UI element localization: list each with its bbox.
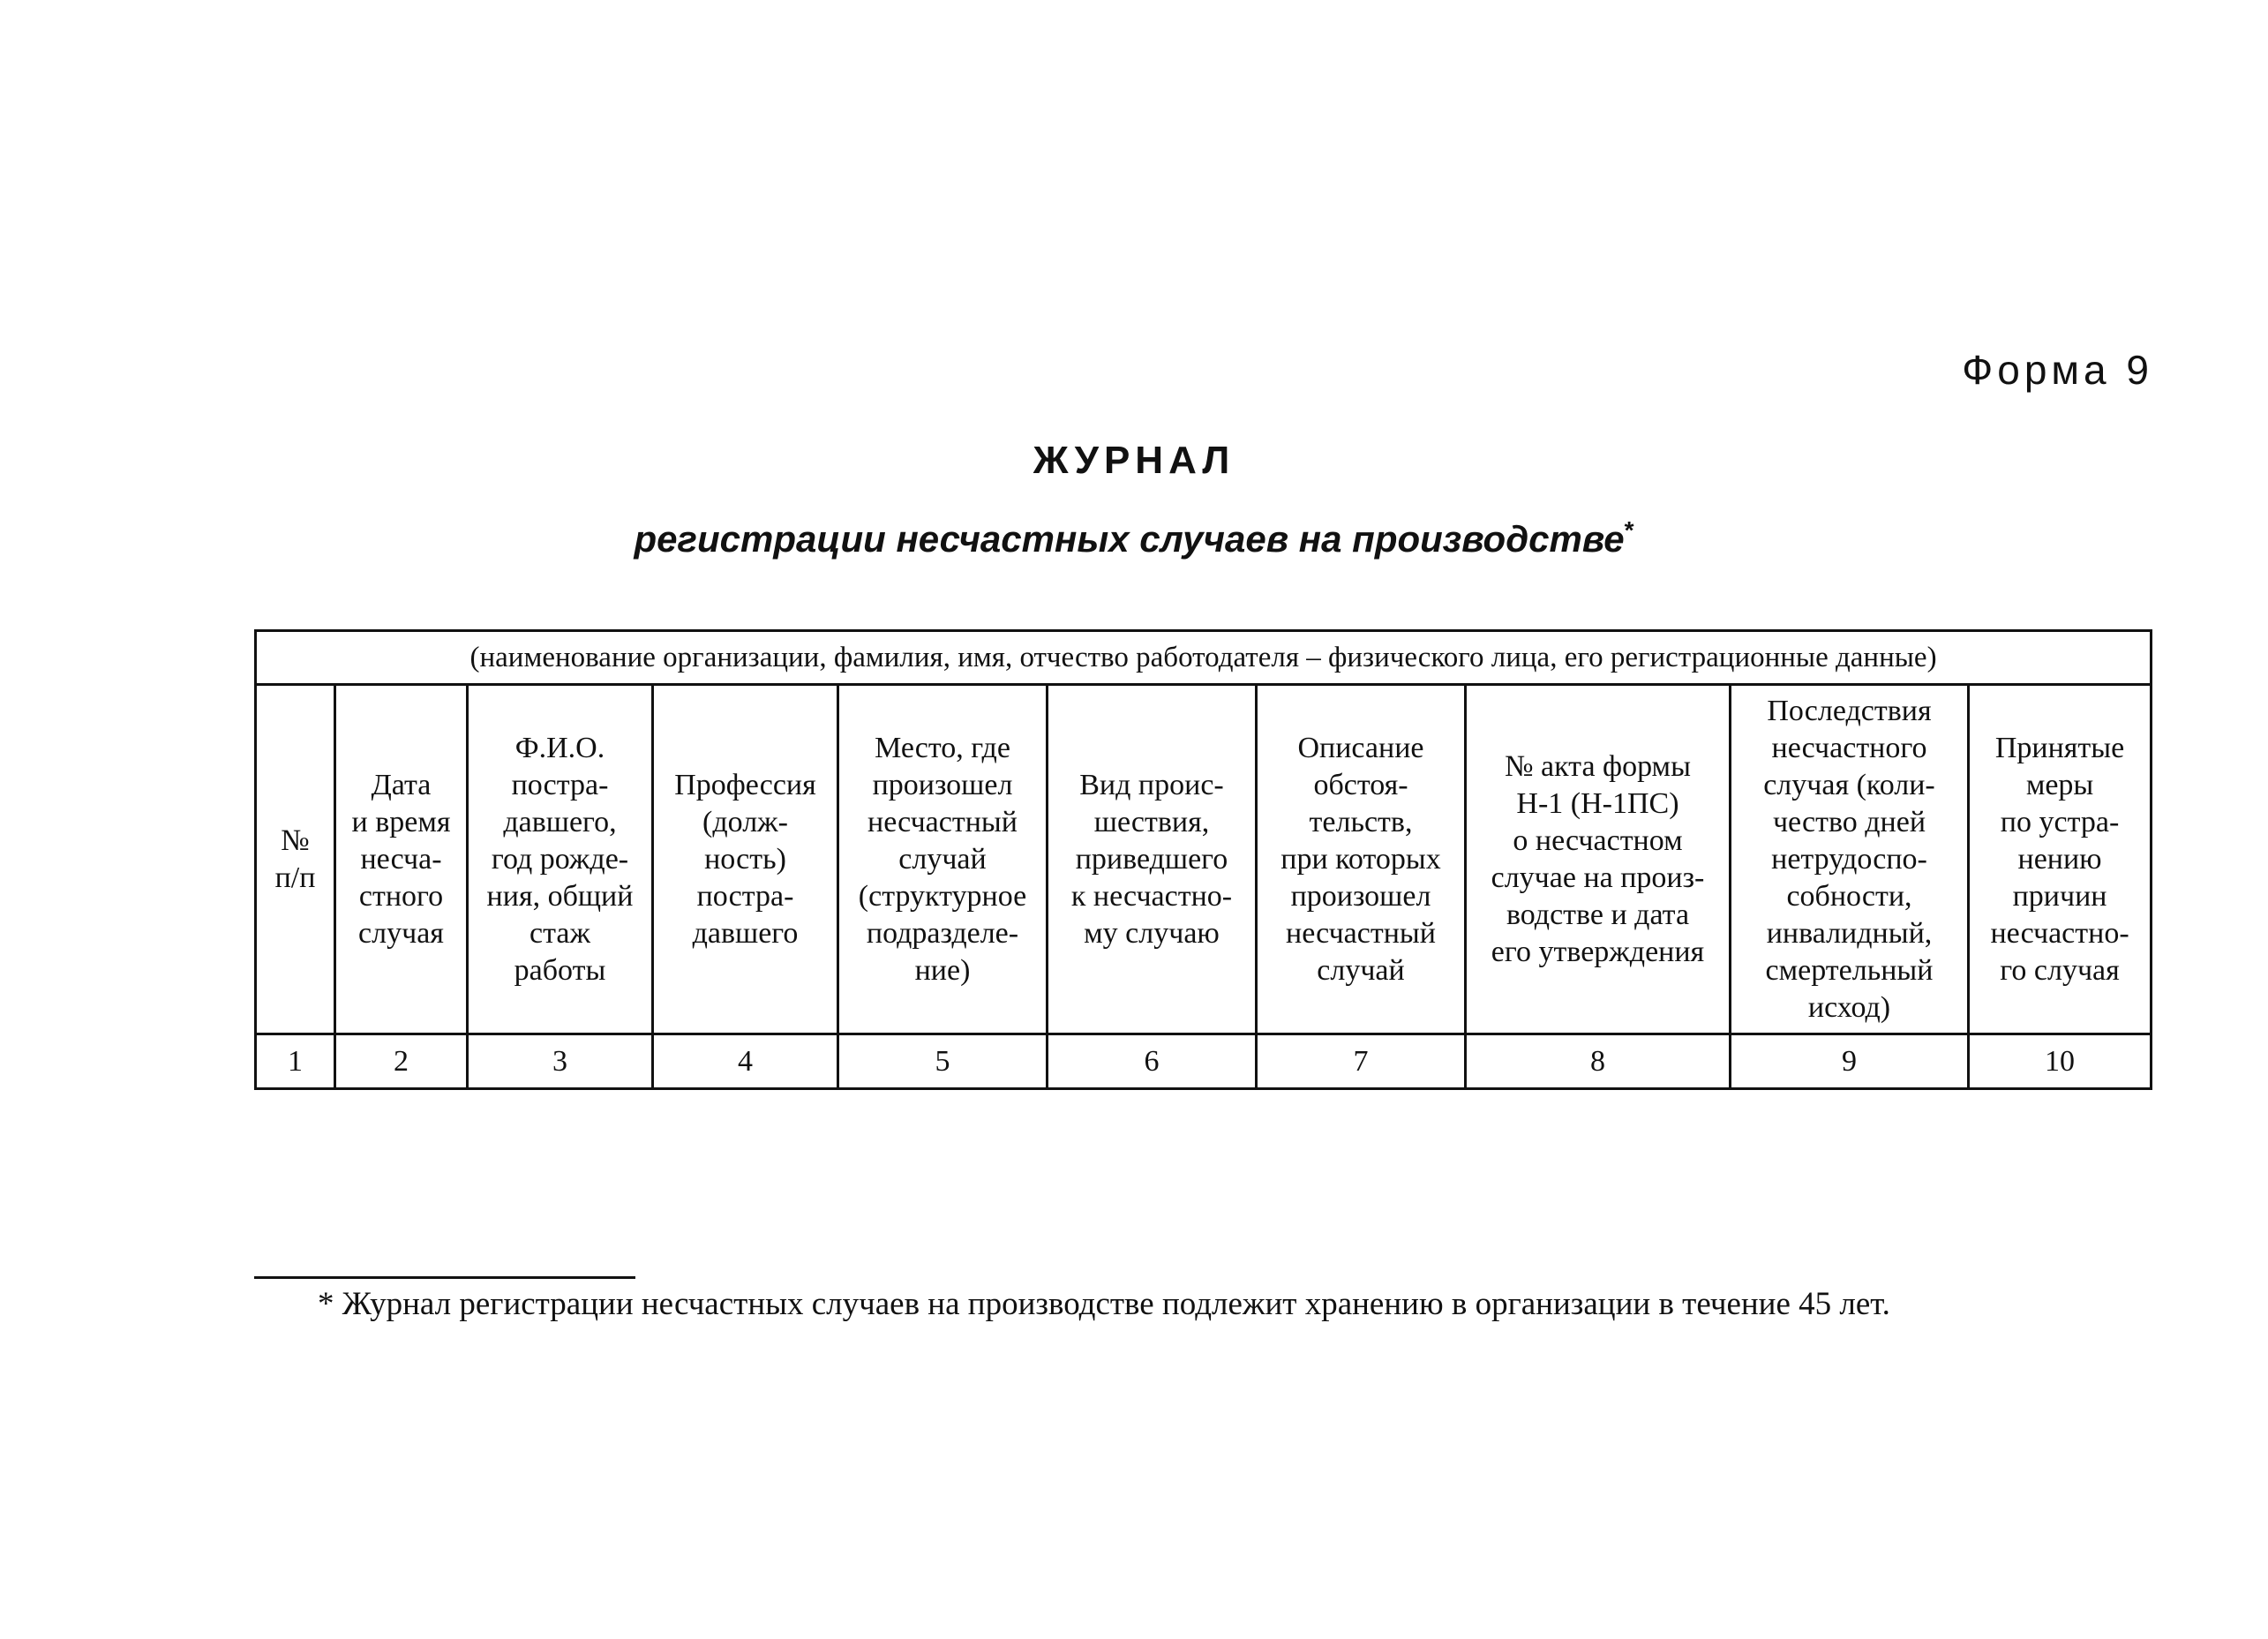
column-header-7: Описание обстоя- тельств, при которых произошел несчастный случай xyxy=(1257,685,1466,1034)
column-header-2: Дата и время несча- стного случая xyxy=(335,685,468,1034)
column-header-1: № п/п xyxy=(256,685,335,1034)
form-number-label: Форма 9 xyxy=(1962,347,2153,393)
column-header-4: Профессия (долж- ность) постра- давшего xyxy=(653,685,838,1034)
organization-caption: (наименование организации, фамилия, имя, отчество работодателя – физического лица, его регистрационные данные) xyxy=(256,631,2152,685)
column-header-6: Вид проис- шествия, приведшего к несчастно- му случаю xyxy=(1048,685,1257,1034)
column-header-3: Ф.И.О. постра- давшего, год рожде- ния, общий стаж работы xyxy=(468,685,653,1034)
column-number-5: 5 xyxy=(838,1034,1048,1089)
column-number-6: 6 xyxy=(1048,1034,1257,1089)
column-header-9: Последствия несчастного случая (коли- чество дней нетрудоспо- собности, инвалидный, смертельный исход) xyxy=(1731,685,1969,1034)
column-header-10: Принятые меры по устра- нению причин несчастно- го случая xyxy=(1969,685,2152,1034)
footnote-text: * Журнал регистрации несчастных случаев на производстве подлежит хранению в организации в течение 45 лет. xyxy=(318,1286,1890,1322)
subtitle-text: регистрации несчастных случаев на производстве xyxy=(634,518,1625,560)
column-number-4: 4 xyxy=(653,1034,838,1089)
column-number-9: 9 xyxy=(1731,1034,1969,1089)
column-number-8: 8 xyxy=(1466,1034,1731,1089)
footnote-mark: * xyxy=(1624,516,1634,544)
column-number-7: 7 xyxy=(1257,1034,1466,1089)
column-header-5: Место, где произошел несчастный случай (структурное подразделе- ние) xyxy=(838,685,1048,1034)
document-subtitle xyxy=(0,516,2268,560)
footnote-divider xyxy=(254,1276,635,1279)
column-header-8: № акта формы Н-1 (Н-1ПС) о несчастном случае на произ- водстве и дата его утверждения xyxy=(1466,685,1731,1034)
journal-table xyxy=(254,629,2152,1090)
column-number-3: 3 xyxy=(468,1034,653,1089)
document-title: ЖУРНАЛ xyxy=(1033,439,1235,482)
column-number-2: 2 xyxy=(335,1034,468,1089)
column-number-1: 1 xyxy=(256,1034,335,1089)
column-number-10: 10 xyxy=(1969,1034,2152,1089)
